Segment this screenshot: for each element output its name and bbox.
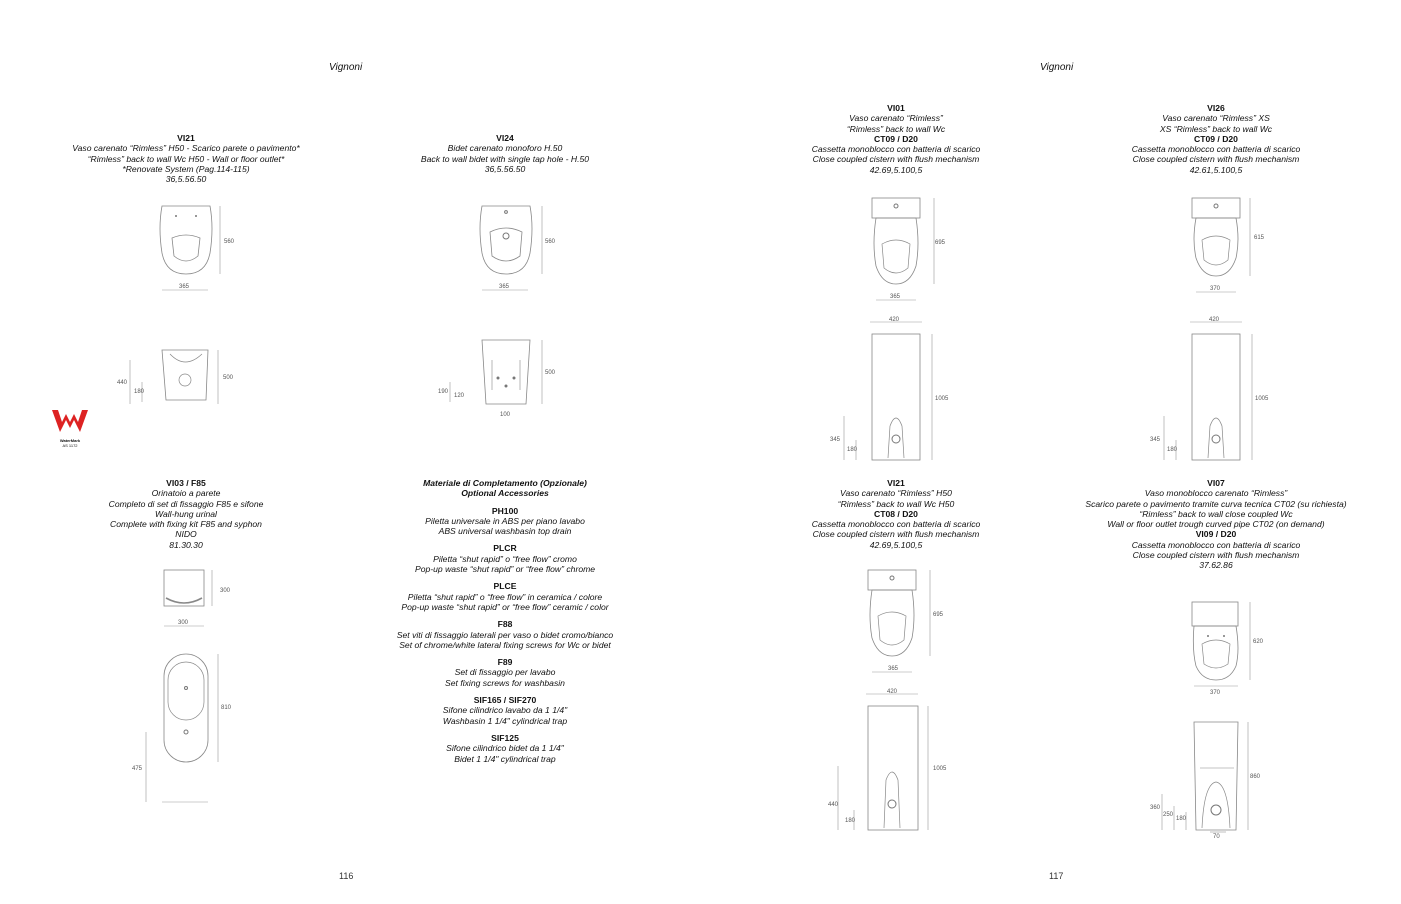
svg-text:180: 180 (845, 818, 856, 824)
product-line: Back to wall bidet with single tap hole - H.50 (420, 153, 590, 164)
product-code: VI21 (177, 133, 195, 143)
accessory-line: Sifone cilindrico bidet da 1 1/4" (446, 743, 564, 754)
svg-text:440: 440 (828, 802, 839, 808)
svg-text:180: 180 (1167, 447, 1178, 453)
vi21-top-view-drawing (110, 198, 250, 298)
accessory-code: F88 (497, 619, 513, 630)
accessory-code: F89 (497, 657, 513, 668)
dim-label: 365 (179, 284, 190, 290)
vi26-drawing (1150, 194, 1280, 464)
vi07-drawing (1150, 598, 1280, 842)
svg-text:475: 475 (132, 766, 143, 772)
vi24-side-view-drawing (430, 336, 570, 420)
product-line: Wall or floor outlet trough curved pipe CT02 (on demand) (1107, 519, 1325, 530)
product-code: VI21 (887, 478, 905, 488)
product-line: Close coupled cistern with flush mechanism (1132, 550, 1300, 561)
accessory-code: SIF165 / SIF270 (473, 695, 537, 706)
product-code: VI07 (1207, 478, 1225, 488)
svg-text:345: 345 (1150, 437, 1161, 443)
product-line: 42.61,5.100,5 (1189, 164, 1243, 175)
vi24-top-view-drawing (430, 198, 570, 298)
product-vi24 (365, 133, 645, 174)
product-line: Vaso monoblocco carenato “Rimless” (1144, 488, 1288, 499)
product-line: Vaso carenato “Rimless” H50 (840, 488, 952, 499)
svg-text:345: 345 (830, 437, 841, 443)
accessory-code: PH100 (491, 505, 519, 516)
svg-text:370: 370 (1210, 690, 1221, 696)
accessory-line: Set fixing screws for washbasin (445, 677, 565, 688)
svg-text:180: 180 (134, 389, 145, 395)
product-line: Bidet carenato monoforo H.50 (447, 143, 563, 154)
vi03-top-view-drawing (140, 564, 250, 630)
product-line: Orinatoio a parete (151, 488, 221, 499)
product-line: “Rimless” back to wall Wc (846, 123, 946, 134)
product-vi03 (46, 478, 326, 550)
product-line: Complete with fixing kit F85 and syphon (110, 519, 262, 530)
product-line: 42.69,5.100,5 (869, 539, 923, 550)
svg-text:620: 620 (1253, 639, 1264, 645)
product-code: VI24 (496, 133, 514, 143)
accessories-section (355, 478, 655, 764)
product-vi01 (746, 103, 1046, 175)
product-line: Close coupled cistern with flush mechanism (812, 529, 980, 540)
product-line: 37.62.86 (1199, 560, 1233, 571)
accessory-line: Washbasin 1 1/4" cylindrical trap (442, 715, 568, 726)
svg-text:120: 120 (454, 393, 465, 399)
svg-text:180: 180 (847, 447, 858, 453)
svg-text:615: 615 (1254, 235, 1265, 241)
product-line: Cassetta monoblocco con batteria di scarico (1131, 144, 1301, 155)
svg-text:1005: 1005 (933, 766, 947, 772)
accessory-line: Piletta “shut rapid” o “free flow” cromo (433, 553, 577, 564)
product-line: 36,5.56.50 (484, 163, 526, 174)
accessory-line: Pop-up waste “shut rapid” or “free flow” ceramic / color (401, 601, 609, 612)
product-code-2: CT09 / D20 (1194, 133, 1238, 144)
page-number-left: 116 (339, 871, 354, 881)
dim-label: 560 (224, 239, 235, 245)
svg-text:420: 420 (1209, 317, 1220, 323)
svg-text:1005: 1005 (1255, 396, 1269, 402)
svg-text:190: 190 (438, 389, 449, 395)
accessory-line: Pop-up waste “shut rapid” or “free flow” chrome (414, 564, 596, 575)
product-line: *Renovate System (Pag.114-115) (122, 163, 250, 174)
accessory-line: Piletta universale in ABS per piano lavabo (425, 515, 585, 526)
svg-text:1005: 1005 (935, 396, 949, 402)
product-line: Completo di set di fissaggio F85 e sifone (108, 498, 264, 509)
svg-text:100: 100 (500, 412, 511, 418)
product-line: Vaso carenato “Rimless” H50 - Scarico parete o pavimento* (72, 143, 300, 154)
logo-subtext: AS 1172 (62, 442, 78, 448)
watermark-icon (50, 408, 90, 434)
accessory-line: Set of chrome/white lateral fixing screws for Wc or bidet (399, 639, 611, 650)
svg-text:695: 695 (935, 240, 946, 246)
product-line: “Rimless” back to wall Wc H50 (837, 498, 955, 509)
accessory-code: PLCE (493, 581, 517, 592)
product-line: Vaso carenato “Rimless” (849, 113, 943, 124)
product-code: VI03 / F85 (166, 478, 206, 488)
svg-text:370: 370 (1210, 286, 1221, 292)
brand-right: Vignoni (1040, 62, 1074, 73)
svg-text:440: 440 (117, 380, 128, 386)
svg-text:365: 365 (499, 284, 510, 290)
accessories-title-it: Materiale di Completamento (Opzionale) (423, 478, 587, 488)
accessory-line: ABS universal washbasin top drain (438, 526, 572, 537)
product-code: VI01 (887, 103, 905, 113)
product-line: Cassetta monoblocco con batteria di scarico (811, 144, 981, 155)
watermark-logo (50, 408, 90, 448)
product-code-2: CT08 / D20 (874, 508, 918, 519)
vi01-drawing (830, 194, 960, 464)
svg-text:500: 500 (223, 375, 234, 381)
accessory-line: Piletta “shut rapid” o “free flow” in ceramica / colore (407, 591, 603, 602)
accessories-title-en: Optional Accessories (461, 488, 549, 499)
svg-text:180: 180 (1176, 816, 1187, 822)
svg-text:695: 695 (933, 612, 944, 618)
product-line: “Rimless” back to wall close coupled Wc (1139, 508, 1293, 519)
product-line: Wall-hung urinal (155, 508, 217, 519)
svg-text:70: 70 (1213, 834, 1220, 840)
product-code-2: CT09 / D20 (874, 133, 918, 144)
product-line: 42.69,5.100,5 (869, 164, 923, 175)
svg-text:250: 250 (1163, 812, 1174, 818)
product-vi26 (1066, 103, 1366, 175)
product-line: Cassetta monoblocco con batteria di scarico (1131, 539, 1301, 550)
product-vi21-right (746, 478, 1046, 550)
svg-text:810: 810 (221, 705, 232, 711)
svg-text:365: 365 (888, 666, 899, 672)
svg-text:360: 360 (1150, 805, 1161, 811)
svg-text:420: 420 (889, 317, 900, 323)
svg-text:500: 500 (545, 370, 556, 376)
product-line: 36,5.56.50 (165, 174, 207, 185)
product-vi21-left (36, 133, 336, 184)
svg-text:560: 560 (545, 239, 556, 245)
svg-text:860: 860 (1250, 774, 1261, 780)
product-line: “Rimless” back to wall Wc H50 - Wall or floor outlet* (87, 153, 285, 164)
vi21-side-view-drawing (110, 344, 250, 410)
product-vi07 (1046, 478, 1386, 571)
page-number-right: 117 (1049, 871, 1064, 881)
accessory-line: Sifone cilindrico lavabo da 1 1/4" (442, 705, 568, 716)
product-line: Close coupled cistern with flush mechanism (812, 154, 980, 165)
svg-text:300: 300 (220, 588, 231, 594)
svg-text:300: 300 (178, 620, 189, 626)
vi21-cistern-drawing (826, 566, 956, 836)
product-code: VI26 (1207, 103, 1225, 113)
product-line: Vaso carenato “Rimless” XS (1162, 113, 1270, 124)
brand-left: Vignoni (329, 62, 363, 73)
logo-text: WaterMark (59, 438, 81, 443)
accessory-line: Bidet 1 1/4" cylindrical trap (454, 753, 556, 764)
product-line: Cassetta monoblocco con batteria di scarico (811, 519, 981, 530)
product-line: NIDO (175, 529, 197, 540)
accessory-code: SIF125 (491, 732, 519, 743)
product-line: 81.30.30 (169, 539, 203, 550)
accessory-line: Set viti di fissaggio laterali per vaso o bidet cromo/bianco (396, 629, 614, 640)
accessory-code: PLCR (493, 543, 517, 554)
vi03-front-view-drawing (130, 648, 250, 808)
product-code-2: VI09 / D20 (1195, 529, 1237, 540)
product-line: Close coupled cistern with flush mechanism (1132, 154, 1300, 165)
product-line: XS “Rimless” back to wall Wc (1159, 123, 1273, 134)
product-line: Scarico parete o pavimento tramite curva tecnica CT02 (su richiesta) (1085, 498, 1347, 509)
svg-text:420: 420 (887, 689, 898, 695)
accessory-line: Set di fissaggio per lavabo (454, 667, 556, 678)
svg-text:365: 365 (890, 294, 901, 300)
